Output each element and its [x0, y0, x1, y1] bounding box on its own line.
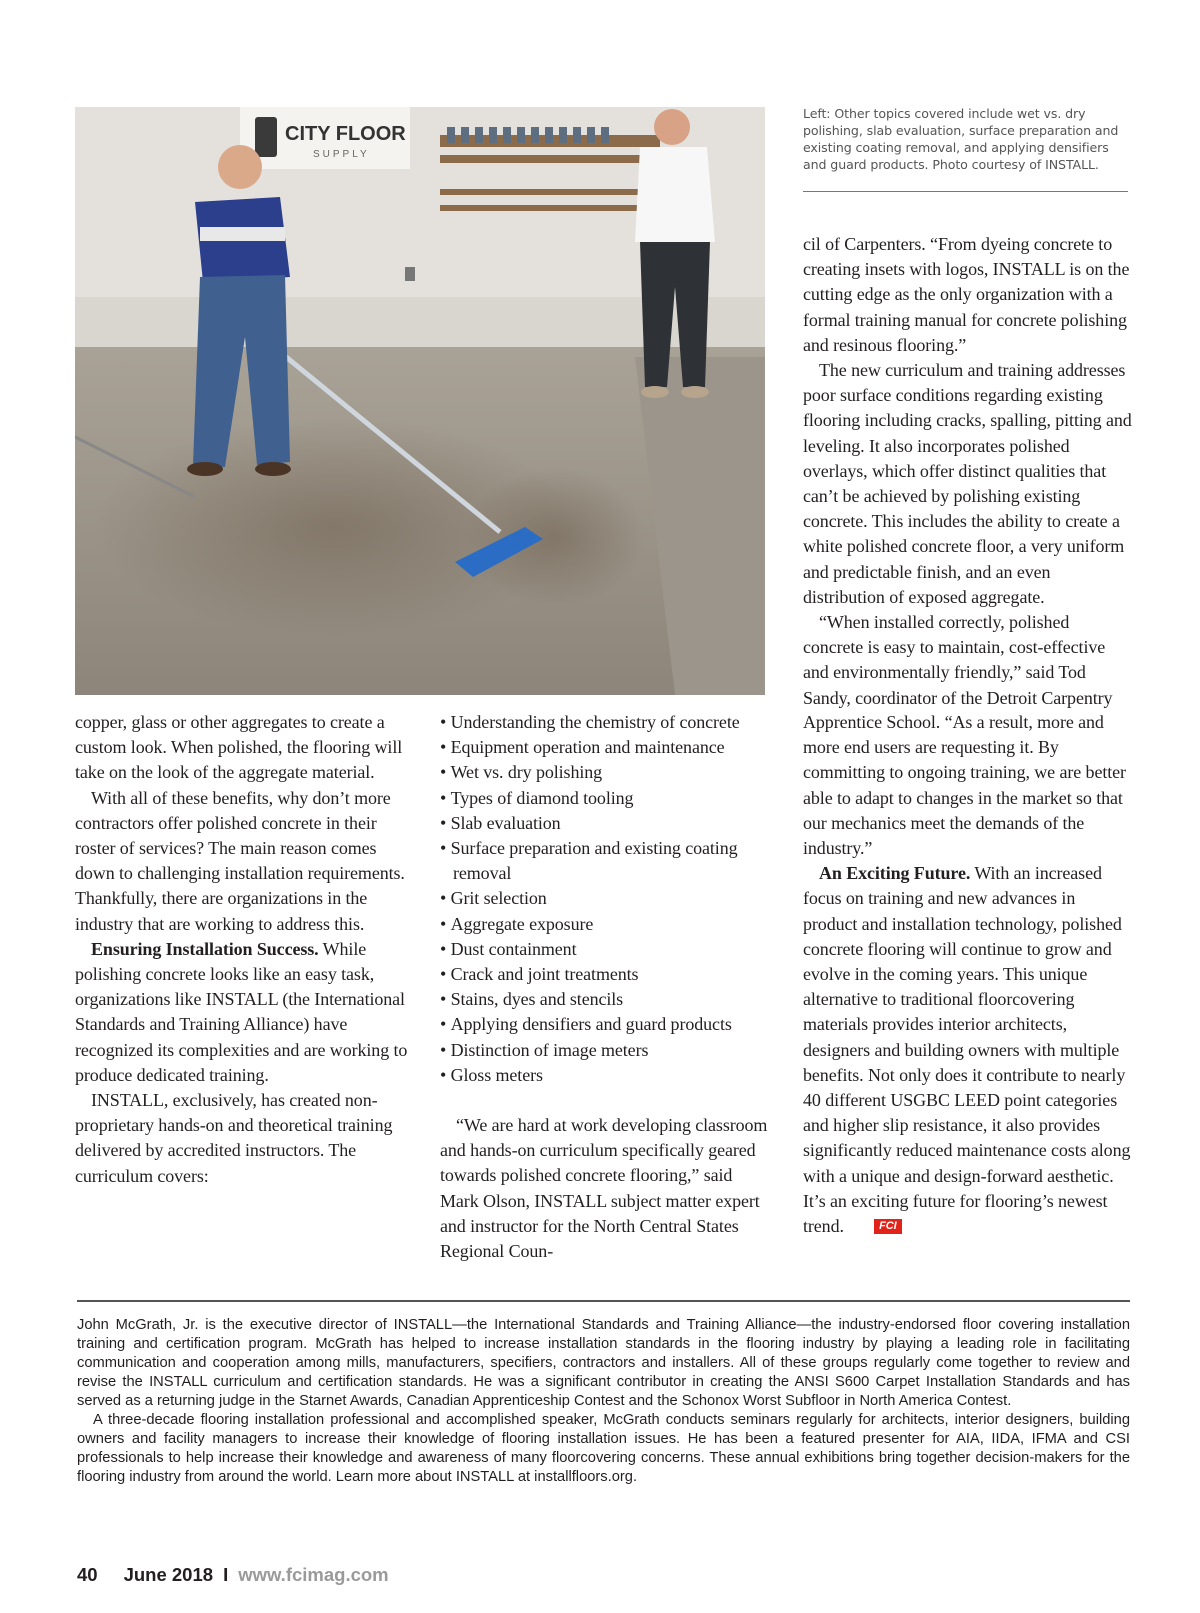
issue-date: June 2018	[123, 1564, 214, 1585]
list-item: • Stains, dyes and stencils	[440, 987, 770, 1012]
list-item: • Distinction of image meters	[440, 1038, 770, 1063]
list-item: • Wet vs. dry polishing	[440, 760, 770, 785]
list-item: • Slab evaluation	[440, 811, 770, 836]
page-footer	[77, 1564, 389, 1586]
paragraph: The new curriculum and training addresses poor surface conditions regarding existing flooring including cracks, spalling, pitting and leveling. It also incorporates polished overlays, which offer distinct qualities that can’t be achieved by polishing existing concrete. This includes the ability to create a white polished concrete floor, a very uniform and predictable finish, and an even distribution of exposed aggregate.	[803, 360, 1132, 607]
fci-end-logo: FCI	[874, 1219, 902, 1234]
list-item: • Dust containment	[440, 937, 770, 962]
paragraph: copper, glass or other aggregates to create a custom look. When polished, the flooring will take on the look of the aggregate material.	[75, 712, 403, 783]
section-heading: An Exciting Future.	[819, 863, 971, 884]
paragraph: INSTALL, exclusively, has created non-proprietary hands-on and theoretical training delivered by accredited instructors. The curriculum covers:	[75, 1090, 393, 1186]
body-column-3-upper	[803, 232, 1133, 711]
bio-paragraph: A three-decade flooring installation professional and accomplished speaker, McGrath conducts seminars regularly for architects, interior designers, building owners and facility managers to increase their knowledge of flooring installation issues. He has been a featured presenter for AIA, IIDA, IFMA and CSI professionals to help increase their knowledge and awareness of many floorcovering concerns. These annual exhibitions bring together decision-makers for the flooring industry from around the world. Learn more about INSTALL at installfloors.org.	[77, 1412, 1130, 1485]
list-item: • Aggregate exposure	[440, 912, 770, 937]
body-column-2	[440, 710, 770, 1264]
body-column-3-lower	[803, 710, 1133, 1239]
paragraph: Ensuring Installation Success. While polishing concrete looks like an easy task, organizations like INSTALL (the International Standards and Training Alliance) have recognized its complexities and are working to produce dedicated training.	[75, 938, 408, 1085]
author-bio	[77, 1316, 1130, 1487]
list-item: • Surface preparation and existing coating removal	[440, 836, 770, 886]
paragraph: With all of these benefits, why don’t more contractors offer polished concrete in their roster of services? The main reason comes down to challenging installation requirements. Thankfully, there are organizations in the industry that are working to address this.	[75, 787, 405, 934]
sign-line2: SUPPLY	[313, 149, 370, 160]
website-link[interactable]: www.fcimag.com	[238, 1564, 389, 1585]
footer-separator: I	[223, 1564, 229, 1585]
list-item: • Equipment operation and maintenance	[440, 735, 770, 760]
list-item: • Gloss meters	[440, 1063, 770, 1088]
paragraph: “When installed correctly, polished concrete is easy to maintain, cost-effective and environmentally friendly,” said Tod Sandy, coordinator of the Detroit Carpentry	[803, 612, 1113, 708]
paragraph: Apprentice School. “As a result, more and more end users are requesting it. By committing to ongoing training, we are better able to adapt to changes in the market so that our mechanics meet the demands of the industry.”	[803, 712, 1126, 859]
bio-paragraph: John McGrath, Jr. is the executive director of INSTALL—the International Standards and Training Alliance—the industry-endorsed floor covering installation training and certification program. McGrath has helped to increase installation standards in the flooring industry by playing a leading role in facilitating communication and cooperation among mills, manufacturers, specifiers, contractors and installers. All of these groups regularly come together to review and revise the INSTALL curriculum and certification standards. He was a significant contributor in creating the ANSI S600 Carpet Installation Standards and has served as a returning judge in the Starnet Awards, Canadian Apprenticeship Contest and the Schonox Worst Subfloor in North America Contest.	[77, 1317, 1130, 1409]
paragraph: An Exciting Future. With an increased focus on training and new advances in product and installation technology, polished concrete flooring will continue to grow and evolve in the coming years. This unique alternative to traditional floorcovering materials provides interior architects, designers and building owners with multiple benefits. Not only does it contribute to nearly 40 different USGBC LEED point categories and higher slip resistance, it also provides significantly reduced maintenance costs along with a unique and design-forward aesthetic. It’s an exciting future for flooring’s newest trend. FCI	[803, 863, 1131, 1237]
paragraph: “We are hard at work developing classroom and hands-on curriculum specifically geared towards polished concrete flooring,” said Mark Olson, INSTALL subject matter expert and instructor for the North Central States Regional Coun-	[440, 1115, 768, 1262]
caption-divider	[803, 191, 1128, 192]
bio-divider	[77, 1300, 1130, 1302]
page-number: 40	[77, 1564, 98, 1585]
list-item: • Types of diamond tooling	[440, 786, 770, 811]
list-item: • Understanding the chemistry of concrete	[440, 710, 770, 735]
list-item: • Crack and joint treatments	[440, 962, 770, 987]
article-photo	[75, 107, 765, 695]
section-heading: Ensuring Installation Success.	[91, 938, 319, 959]
list-item: • Grit selection	[440, 886, 770, 911]
sign-line1: CITY FLOOR	[285, 123, 406, 145]
paragraph: cil of Carpenters. “From dyeing concrete to creating insets with logos, INSTALL is on the cutting edge as the only organization with a formal training manual for concrete polishing and resinous flooring.”	[803, 234, 1130, 355]
list-item: • Applying densifiers and guard products	[440, 1012, 770, 1037]
body-column-1	[75, 710, 415, 1189]
curriculum-list	[440, 710, 770, 1088]
photo-caption: Left: Other topics covered include wet vs. dry polishing, slab evaluation, surface preparation and existing coating removal, and applying densifiers and guard products. Photo courtesy of INSTALL.	[803, 106, 1119, 172]
